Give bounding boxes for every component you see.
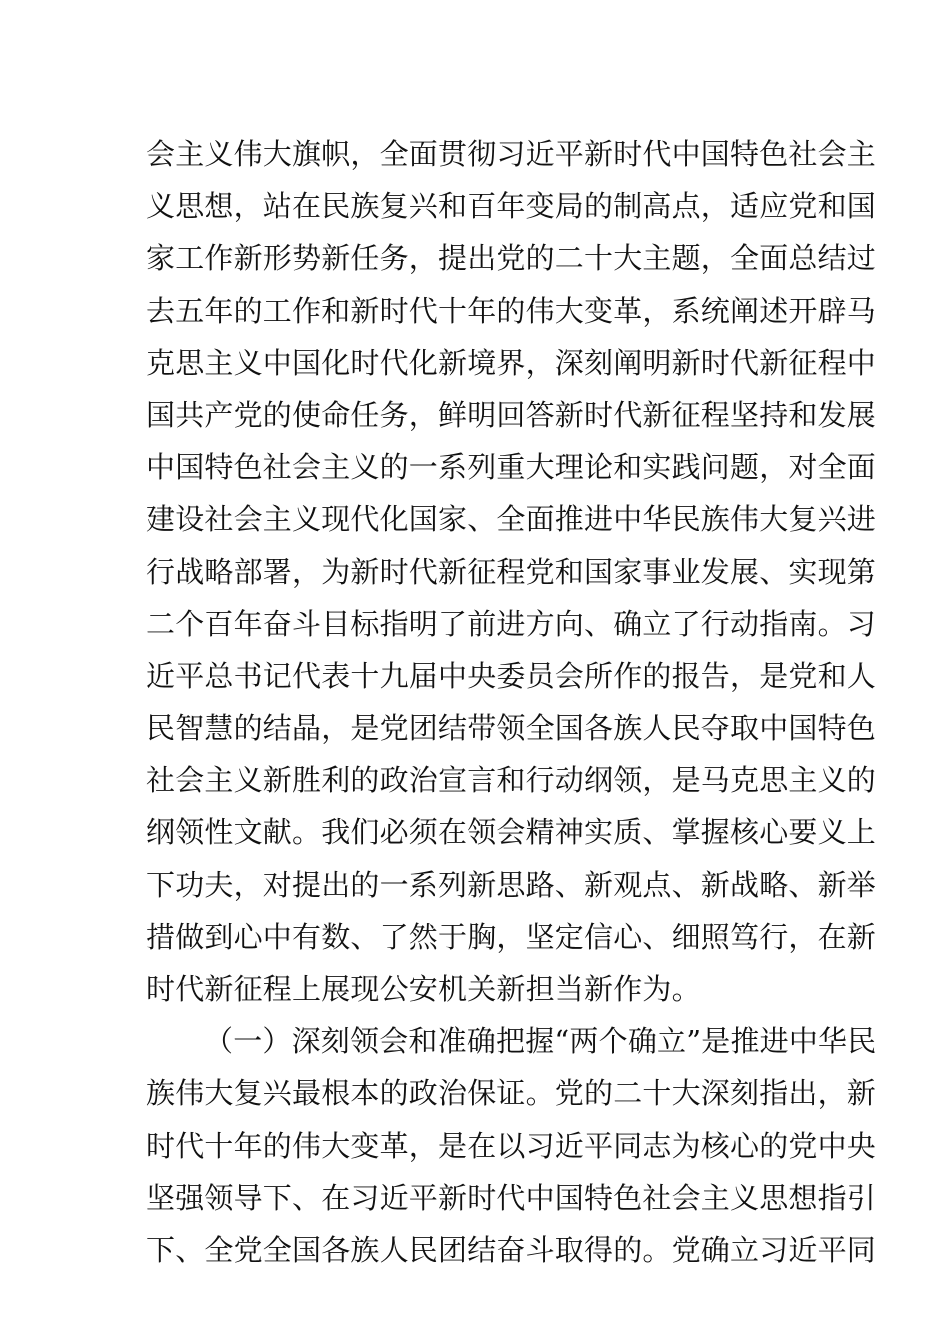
text-line: 会主义伟大旗帜，全面贯彻习近平新时代中国特色社会主	[146, 137, 877, 171]
text-line: 二个百年奋斗目标指明了前进方向、确立了行动指南。习	[146, 606, 877, 641]
text-line: 近平总书记代表十九届中央委员会所作的报告，是党和人	[146, 658, 877, 693]
text-line: 下、全党全国各族人民团结奋斗取得的。党确立习近平同	[146, 1232, 877, 1267]
paragraph-end-line: 时代新征程上展现公安机关新担当新作为。	[146, 972, 701, 1006]
body-text	[146, 128, 877, 1276]
text-line: 族伟大复兴最根本的政治保证。党的二十大深刻指出，新	[146, 1076, 877, 1111]
text-line: 时代十年的伟大变革，是在以习近平同志为核心的党中央	[146, 1128, 877, 1163]
text-line: 纲领性文献。我们必须在领会精神实质、掌握核心要义上	[146, 815, 877, 850]
text-line: 措做到心中有数、了然于胸，坚定信心、细照笃行，在新	[146, 919, 877, 954]
text-line: 中国特色社会主义的一系列重大理论和实践问题，对全面	[146, 450, 877, 485]
text-line: 国共产党的使命任务，鲜明回答新时代新征程坚持和发展	[146, 397, 877, 432]
text-line: 坚强领导下、在习近平新时代中国特色社会主义思想指引	[146, 1180, 877, 1215]
text-line: 建设社会主义现代化国家、全面推进中华民族伟大复兴进	[146, 502, 877, 537]
text-line: 克思主义中国化时代化新境界，深刻阐明新时代新征程中	[146, 345, 877, 380]
text-line: 行战略部署，为新时代新征程党和国家事业发展、实现第	[146, 554, 877, 589]
text-line: 社会主义新胜利的政治宣言和行动纲领，是马克思主义的	[146, 763, 877, 798]
text-line: 去五年的工作和新时代十年的伟大变革，系统阐述开辟马	[146, 293, 877, 328]
text-line: 下功夫，对提出的一系列新思路、新观点、新战略、新举	[146, 867, 877, 902]
section-heading-line: （一）深刻领会和准确把握“两个确立”是推进中华民	[204, 1024, 877, 1059]
text-line: 家工作新形势新任务，提出党的二十大主题，全面总结过	[146, 241, 877, 276]
text-line: 民智慧的结晶，是党团结带领全国各族人民夺取中国特色	[146, 711, 877, 746]
text-line: 义思想，站在民族复兴和百年变局的制高点，适应党和国	[146, 189, 877, 224]
